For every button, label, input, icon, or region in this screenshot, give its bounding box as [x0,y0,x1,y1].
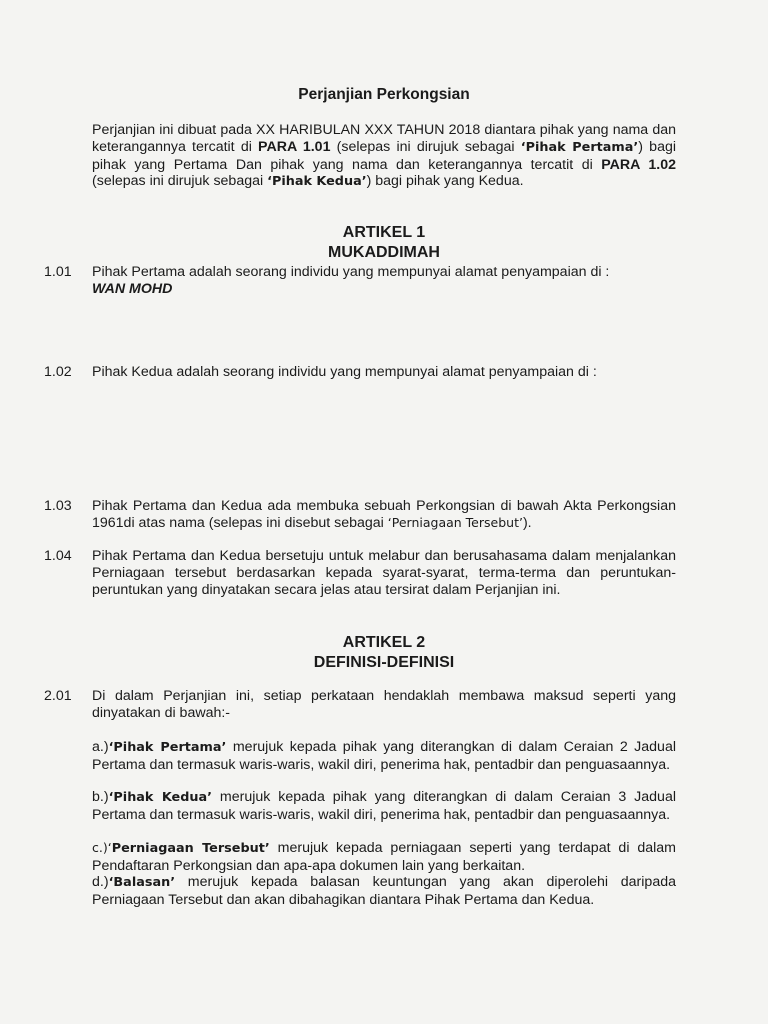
intro-paragraph: Perjanjian ini dibuat pada XX HARIBULAN XXX TAHUN 2018 diantara pihak yang nama dan keterangannya tercatit di PARA 1.01 (selepas ini dirujuk sebagai ‘Pihak Pertama’) bagi pihak yang Pertama Dan pihak yang nama dan keterangannya tercatit di PARA 1.02 (selepas ini dirujuk sebagai ‘Pihak Kedua’) bagi pihak yang Kedua. [92,122,676,190]
clause-1-02 [44,364,676,381]
defined-term: ‘Perniagaan Tersebut’ [387,514,523,530]
clause-number: 1.01 [44,264,72,280]
artikel-2-heading: ARTIKEL 2 [342,634,426,651]
clause-number: 2.01 [44,688,72,704]
clause-text: Di dalam Perjanjian ini, setiap perkataan hendaklah membawa maksud seperti yang dinyatakan di bawah:- [92,688,676,721]
clause-number: 1.03 [44,498,72,514]
page-title: Perjanjian Perkongsian [298,86,470,103]
clause-text: Pihak Kedua adalah seorang individu yang mempunyai alamat penyampaian di : [92,364,597,380]
clause-text: Pihak Pertama adalah seorang individu yang mempunyai alamat penyampaian di : [92,264,610,280]
address-value: WAN MOHD [92,280,173,297]
artikel-2-subheading: DEFINISI-DEFINISI [313,654,455,671]
definition-b: b.)‘Pihak Kedua’ merujuk kepada pihak yang diterangkan di dalam Ceraian 3 Jadual Pertama dan termasuk waris-waris, wakil diri, penerima hak, pentadbir dan penguasaannya. [92,789,676,823]
defined-term: ‘Pihak Pertama’ [108,740,227,755]
definition-a: a.)‘Pihak Pertama’ merujuk kepada pihak yang diterangkan di dalam Ceraian 2 Jadual Pertama dan termasuk waris-waris, wakil diri, penerima hak, pentadbir dan penguasaannya. [92,739,676,773]
clause-2-01 [44,688,676,722]
clause-1-01 [44,264,676,298]
defined-term: ‘Balasan’ [108,875,176,890]
artikel-1-heading: ARTIKEL 1 [342,224,426,241]
clause-1-03: 1.03 Pihak Pertama dan Kedua ada membuka sebuah Perkongsian di bawah Akta Perkongsian 1961di atas nama (selepas ini disebut sebagai ‘Perniagaan Tersebut’). [44,498,676,531]
artikel-1-subheading: MUKADDIMAH [328,244,440,261]
clause-text: Pihak Pertama dan Kedua ada membuka sebuah Perkongsian di bawah Akta Perkongsian 1961di atas nama (selepas ini disebut sebagai [92,498,676,531]
clause-text: Pihak Pertama dan Kedua bersetuju untuk melabur dan berusahasama dalam menjalankan Perniagaan tersebut berdasarkan kepada syarat-syarat, terma-terma dan peruntukan-peruntukan yang dinyatakan secara jelas atau tersirat dalam Perjanjian ini. [92,548,676,598]
definition-c: c.)‘Perniagaan Tersebut’ merujuk kepada perniagaan seperti yang terdapat di dalam Pendaftaran Perkongsian dan apa-apa dokumen lain yang berkaitan. [92,840,677,874]
clause-number: 1.04 [44,548,72,564]
definition-d: d.)‘Balasan’ merujuk kepada balasan keuntungan yang akan diperolehi daripada Perniagaan Tersebut dan akan dibahagikan diantara Pihak Pertama dan Kedua. [92,874,676,908]
defined-term: ‘Pihak Kedua’ [108,790,213,805]
clause-number: 1.02 [44,364,72,380]
clause-1-04 [44,548,676,598]
defined-term: Perniagaan Tersebut’ [111,841,270,856]
